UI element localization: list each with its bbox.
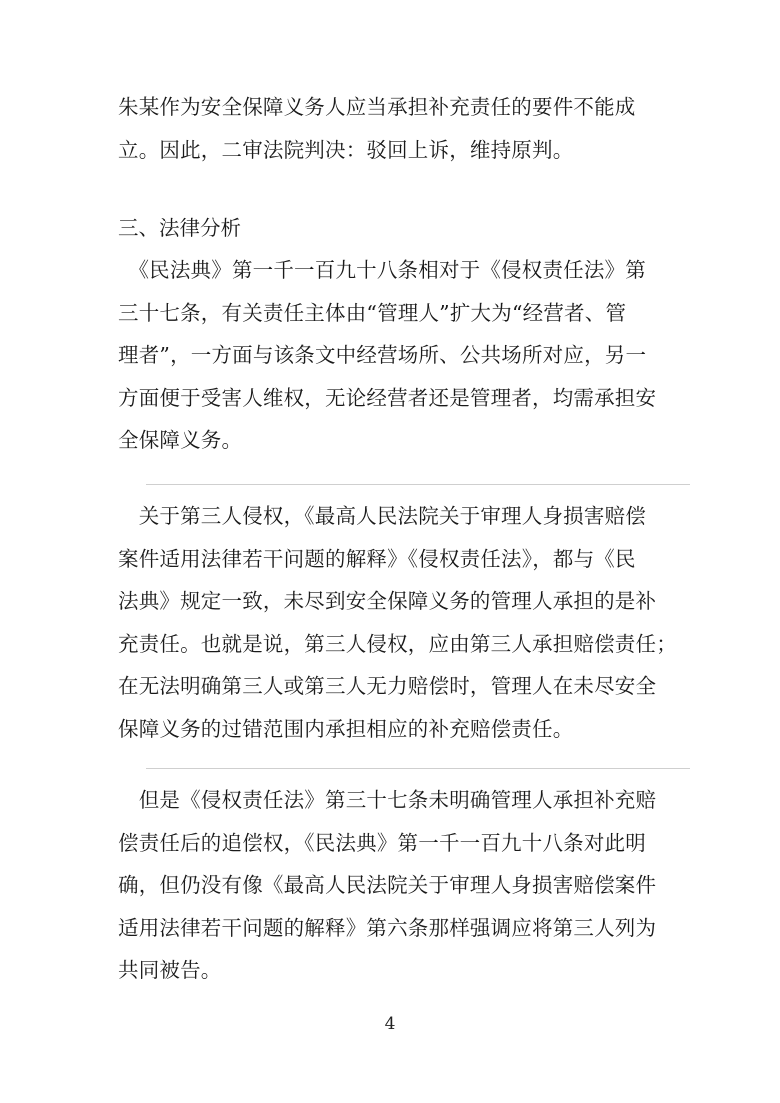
text-line: 朱某作为安全保障义务人应当承担补充责任的要件不能成 (118, 95, 636, 119)
text-line: 但是《侵权责任法》第三十七条未明确管理人承担补充赔 (118, 788, 657, 812)
text-line: 案件适用法律若干问题的解释》《侵权责任法》，都与《民 (118, 546, 636, 571)
paragraph-divider (146, 484, 690, 485)
text-line: 《民法典》第一千一百九十八条相对于《侵权责任法》第 (118, 258, 646, 282)
section-heading: 三、法律分析 (118, 216, 241, 240)
paragraph-third-party-tort (118, 495, 677, 750)
text-line: 法典》规定一致，未尽到安全保障义务的管理人承担的是补 (118, 589, 657, 613)
intro-paragraph (118, 86, 666, 171)
text-line: 偿责任后的追偿权，《民法典》第一千一百九十八条对此明 (118, 830, 646, 855)
text-line: 充责任。也就是说，第三人侵权，应由第三人承担赔偿责任； (118, 631, 677, 656)
paragraph-civil-code-comparison (118, 249, 666, 462)
page-number: 4 (384, 1014, 396, 1034)
text-line: 保障义务的过错范围内承担相应的补充赔偿责任。 (118, 716, 574, 741)
text-line: 方面便于受害人维权，无论经营者还是管理者，均需承担安 (118, 385, 657, 410)
paragraph-recourse-right (118, 779, 666, 992)
text-line: 全保障义务。 (118, 428, 243, 452)
text-line: 确，但仍没有像《最高人民法院关于审理人身损害赔偿案件 (118, 873, 657, 897)
text-line: 三十七条，有关责任主体由“管理人”扩大为“经营者、管 (118, 300, 627, 325)
text-line: 共同被告。 (118, 958, 222, 982)
text-line: 立。因此，二审法院判决：驳回上诉，维持原判。 (118, 137, 574, 162)
text-line: 适用法律若干问题的解释》第六条那样强调应将第三人列为 (118, 915, 657, 940)
text-line: 在无法明确第三人或第三人无力赔偿时，管理人在未尽安全 (118, 674, 657, 698)
text-line: 关于第三人侵权，《最高人民法院关于审理人身损害赔偿 (118, 504, 646, 528)
text-line: 理者”，一方面与该条文中经营场所、公共场所对应，另一 (118, 343, 647, 367)
paragraph-divider (146, 768, 690, 769)
